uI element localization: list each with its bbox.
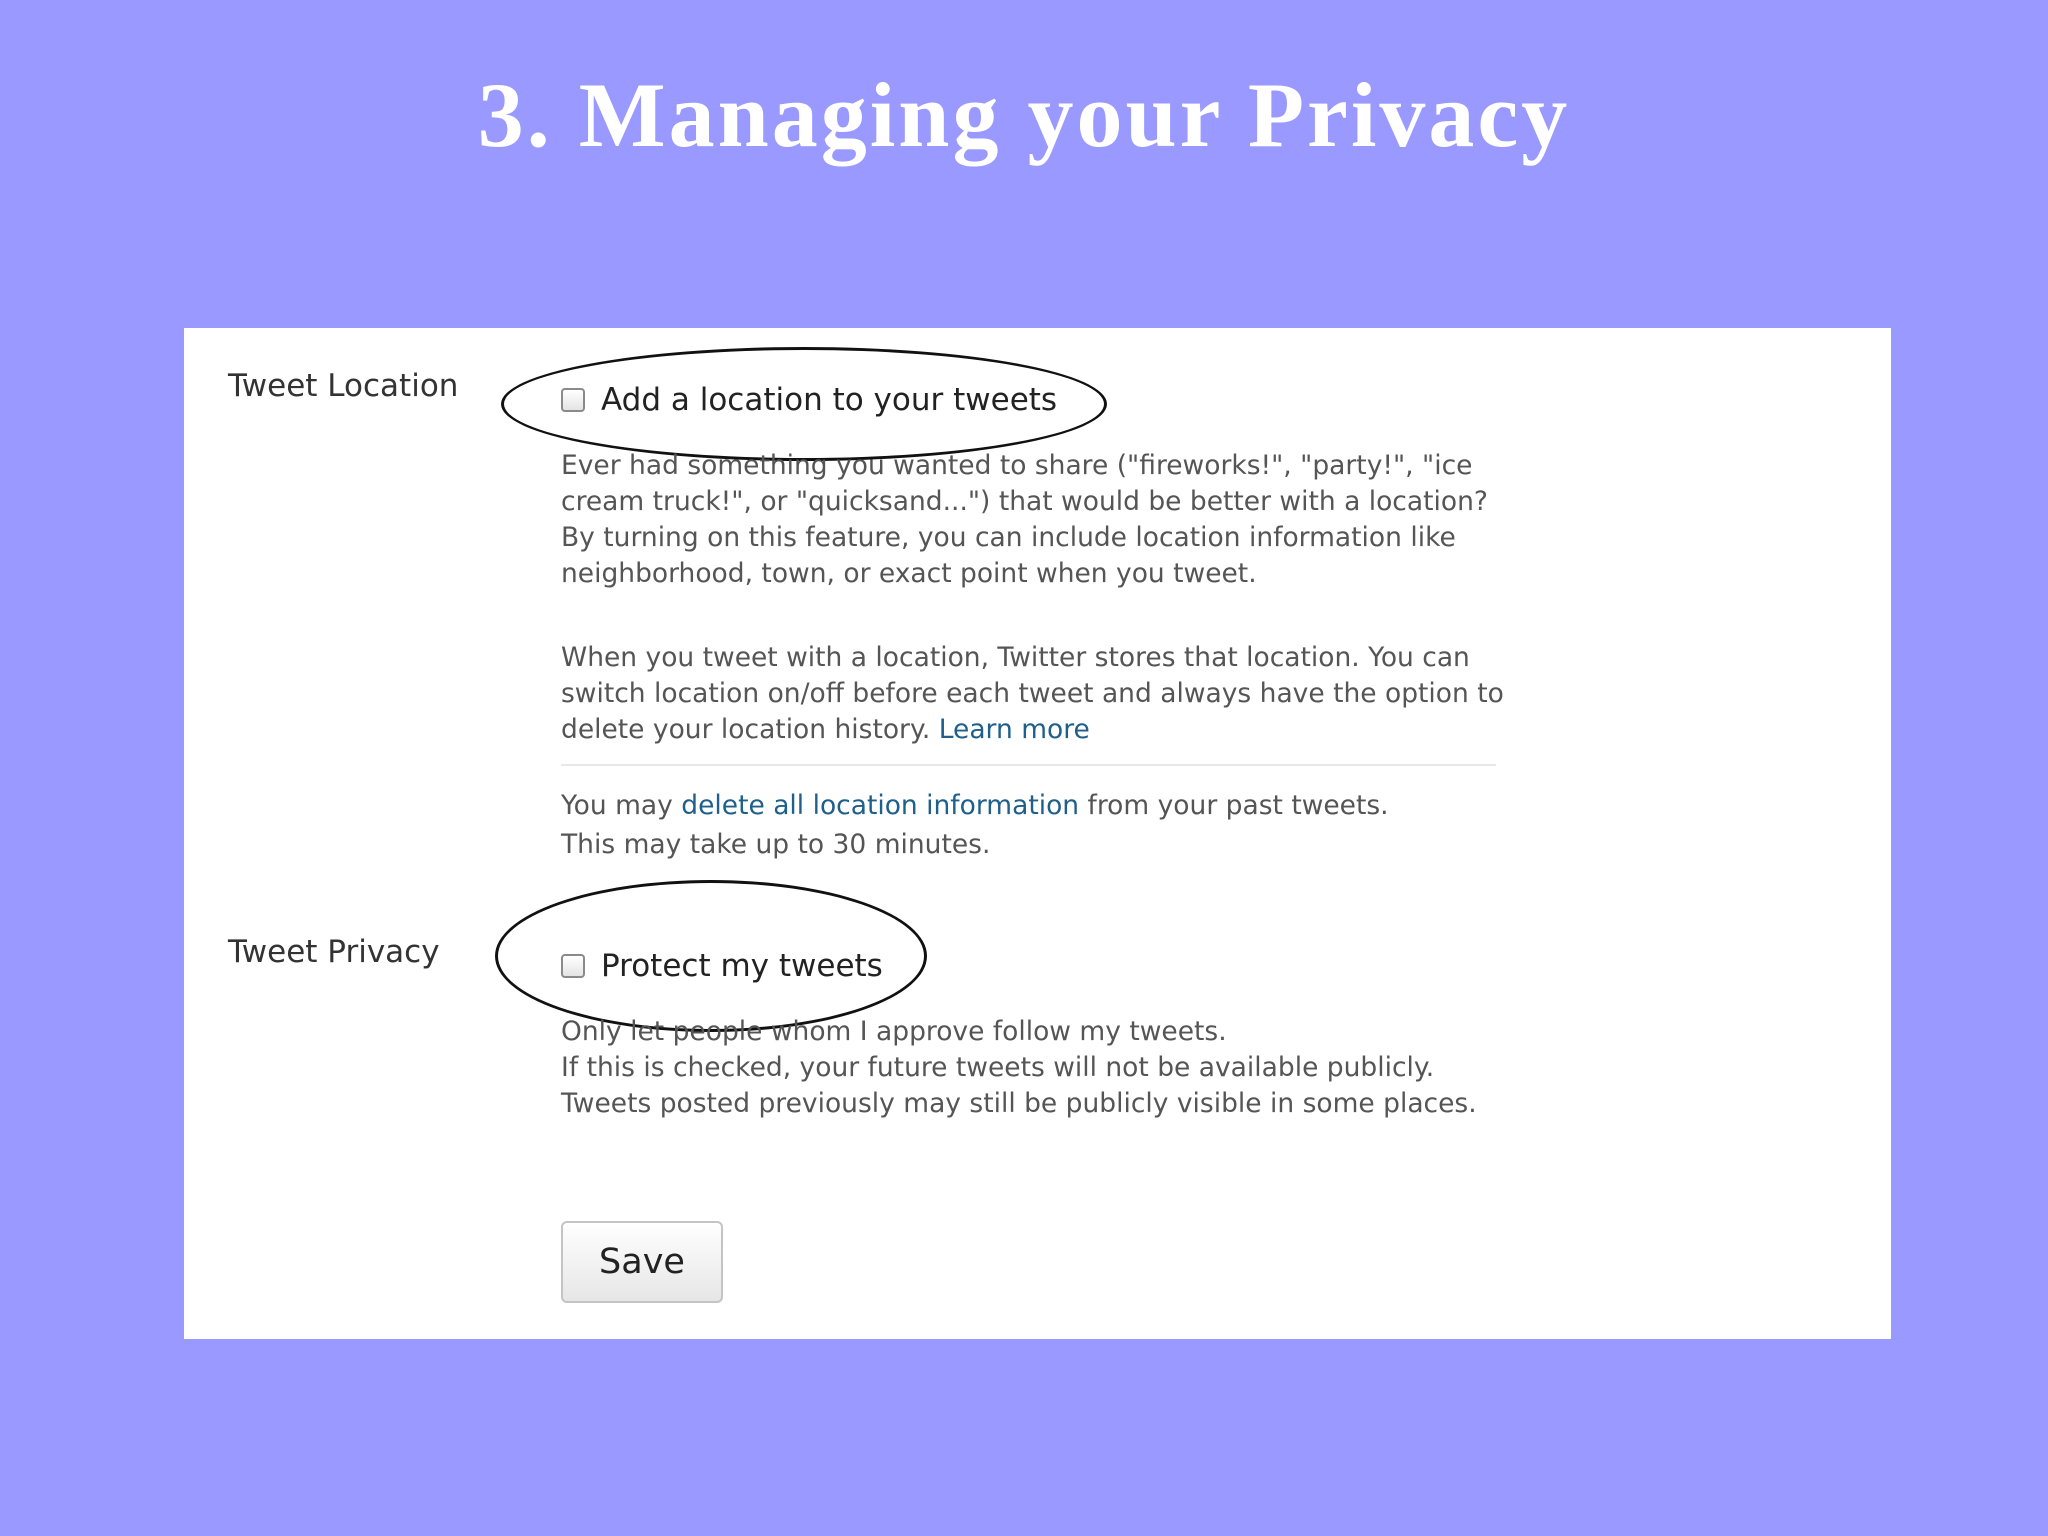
location-storage-note [561,640,1511,748]
protect-tweets-checkbox[interactable] [561,954,585,978]
privacy-checkbox-row[interactable] [561,948,883,984]
location-checkbox[interactable] [561,388,585,412]
privacy-line-1: Only let people whom I approve follow my tweets. [561,1016,1227,1047]
delete-location-link[interactable]: delete all location information [681,790,1080,821]
divider [561,764,1496,766]
storage-note-text: When you tweet with a location, Twitter stores that location. You can switch location on/off before each tweet and always have the option to delete your location history. [561,642,1504,745]
location-description: Ever had something you wanted to share ("fireworks!", "party!", "ice cream truck!", or "quicksand...") that would be better with a location? By turning on this feature, you can include location information like neighborhood, town, or exact point when you tweet. [561,450,1488,589]
tweet-location-label: Tweet Location [228,368,459,404]
slide-title: 3. Managing your Privacy [477,64,1571,166]
delete-prefix: You may [561,790,673,821]
learn-more-link[interactable]: Learn more [938,714,1090,745]
privacy-line-2: If this is checked, your future tweets will not be available publicly. Tweets posted previously may still be publicly visible in some places. [561,1052,1477,1119]
delete-location-note [561,786,1511,864]
location-checkbox-row[interactable] [561,382,1057,418]
save-button[interactable]: Save [561,1221,723,1303]
privacy-description [561,1014,1511,1122]
tweet-privacy-label: Tweet Privacy [228,934,440,970]
protect-tweets-label[interactable]: Protect my tweets [601,948,883,984]
location-checkbox-label[interactable]: Add a location to your tweets [601,382,1058,418]
settings-panel [184,328,1891,1339]
delete-suffix: from your past tweets. [1087,790,1389,821]
delete-time-note: This may take up to 30 minutes. [561,829,991,860]
